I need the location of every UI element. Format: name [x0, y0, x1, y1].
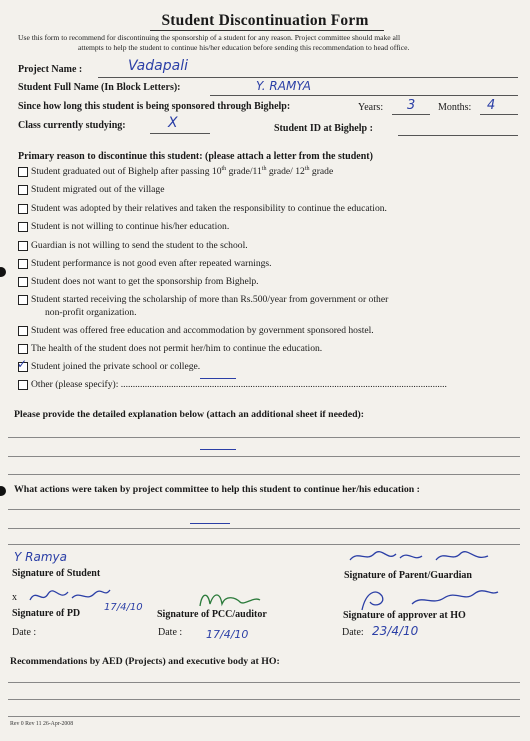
approver-date-written[interactable]: 23/4/10 — [372, 624, 419, 638]
reason-option-8-cont: non-profit organization. — [45, 307, 137, 318]
reason-checkbox-12[interactable] — [18, 380, 28, 390]
student-name-label: Student Full Name (In Block Letters): — [18, 82, 181, 93]
pd-prefix: x — [12, 592, 17, 603]
reason-option-2: Student migrated out of the village — [31, 184, 165, 195]
footer-revision: Rev 0 Rev 11 26-Apr-2008 — [10, 721, 74, 727]
pcc-date-label: Date : — [158, 627, 183, 638]
months-label: Months: — [438, 102, 472, 113]
punch-hole-top — [0, 267, 6, 277]
pd-date-label: Date : — [12, 627, 37, 638]
check-mark-icon: ✓ — [17, 357, 28, 371]
years-value[interactable]: 3 — [407, 98, 416, 113]
explanation-line-2 — [8, 456, 520, 457]
recommendations-line-1 — [8, 682, 520, 683]
project-name-line — [98, 77, 518, 78]
reason-checkbox-7[interactable] — [18, 277, 28, 287]
reason-checkbox-6[interactable] — [18, 259, 28, 269]
actions-label: What actions were taken by project committee to help this student to continue her/his education : — [14, 484, 420, 495]
reason-option-8: Student started receiving the scholarship of more than Rs.500/year from government or other — [31, 294, 389, 305]
explanation-line-1 — [8, 437, 520, 438]
years-label: Years: — [358, 102, 384, 113]
ink-dash-mark — [200, 449, 236, 450]
class-value[interactable]: X — [168, 115, 178, 131]
reason-option-4: Student is not willing to continue his/her education. — [31, 221, 230, 232]
reason-checkbox-10[interactable] — [18, 344, 28, 354]
reason-checkbox-5[interactable] — [18, 241, 28, 251]
class-label: Class currently studying: — [18, 120, 126, 131]
pcc-signature-label: Signature of PCC/auditor — [157, 609, 267, 620]
years-line — [392, 114, 430, 115]
student-name-value[interactable]: Y. RAMYA — [256, 79, 311, 93]
reason-option-5: Guardian is not willing to send the student to the school. — [31, 240, 248, 251]
recommendations-label: Recommendations by AED (Projects) and executive body at HO: — [10, 656, 280, 667]
student-id-label: Student ID at Bighelp : — [274, 123, 373, 134]
months-value[interactable]: 4 — [487, 98, 496, 113]
explanation-line-3 — [8, 474, 520, 475]
reason-checkbox-2[interactable] — [18, 185, 28, 195]
months-line — [480, 114, 518, 115]
pd-date-written[interactable]: 17/4/10 — [104, 602, 143, 613]
title-underline — [150, 30, 384, 31]
actions-line-1 — [8, 509, 520, 510]
sponsored-duration-label: Since how long this student is being sponsored through Bighelp: — [18, 101, 291, 112]
actions-line-2 — [8, 528, 520, 529]
reason-checkbox-1[interactable] — [18, 167, 28, 177]
approver-signature-label: Signature of approver at HO — [343, 610, 466, 621]
class-line — [150, 133, 210, 134]
reason-checkbox-4[interactable] — [18, 222, 28, 232]
pcc-date-written[interactable]: 17/4/10 — [206, 628, 249, 641]
explanation-label: Please provide the detailed explanation below (attach an additional sheet if needed): — [14, 409, 365, 420]
parent-signature-label: Signature of Parent/Guardian — [344, 570, 472, 581]
reason-option-9: Student was offered free education and accommodation by government sponsored hostel. — [31, 325, 374, 336]
intro-line-1: Use this form to recommend for discontinuing the sponsorship of a student for any reason. Project committee should make all — [18, 33, 401, 42]
reason-option-6: Student performance is not good even after repeated warnings. — [31, 258, 272, 269]
reason-option-10: The health of the student does not permit her/him to continue the education. — [31, 343, 323, 354]
pd-signature-label: Signature of PD — [12, 608, 81, 619]
recommendations-line-3 — [8, 716, 520, 717]
parent-signature-scribble[interactable] — [348, 548, 498, 566]
approver-date-label: Date: — [342, 627, 364, 638]
form-title: Student Discontinuation Form — [161, 12, 369, 29]
student-signature-label: Signature of Student — [12, 568, 101, 579]
reason-option-11: Student joined the private school or college. — [31, 361, 201, 372]
project-name-value[interactable]: Vadapali — [128, 58, 188, 74]
reason-option-1: Student graduated out of Bighelp after passing 10th grade/11th grade/ 12th grade — [31, 166, 334, 178]
reason-option-3: Student was adopted by their relatives and taken the responsibility to continue the education. — [31, 203, 387, 214]
reason-option-7: Student does not want to get the sponsorship from Bighelp. — [31, 276, 259, 287]
project-name-label: Project Name : — [18, 64, 83, 75]
pd-signature-scribble[interactable] — [28, 586, 112, 606]
student-signature[interactable]: Y Ramya — [14, 550, 67, 564]
actions-line-3 — [8, 544, 520, 545]
reason-checkbox-9[interactable] — [18, 326, 28, 336]
recommendations-line-2 — [8, 699, 520, 700]
reason-option-other: Other (please specify): ........................................................................................................................................ — [31, 379, 447, 390]
reason-checkbox-3[interactable] — [18, 204, 28, 214]
punch-hole-bottom — [0, 486, 6, 496]
ink-dash-mark-2 — [190, 523, 230, 524]
student-name-line — [210, 95, 518, 96]
reason-checkbox-8[interactable] — [18, 295, 28, 305]
intro-line-2: attempts to help the student to continue his/her education before sending this recommendation to head office. — [78, 43, 410, 52]
student-id-line — [398, 135, 518, 136]
reasons-heading: Primary reason to discontinue this student: (please attach a letter from the student) — [18, 151, 373, 162]
